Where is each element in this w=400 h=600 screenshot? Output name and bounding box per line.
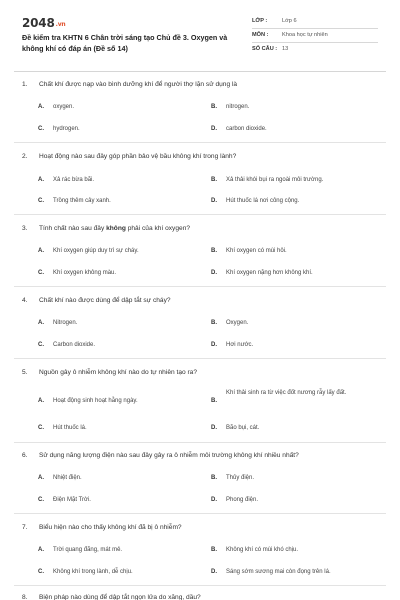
- option-text: Trồng thêm cây xanh.: [53, 198, 111, 204]
- option-letter: B.: [211, 104, 217, 110]
- question-text: Biểu hiện nào cho thấy không khí đã bị ô nhiễm?: [39, 524, 182, 531]
- question-divider: [14, 142, 386, 143]
- page-header: [0, 0, 400, 66]
- option-letter: A.: [38, 398, 44, 404]
- question-emphasis: không: [106, 225, 126, 232]
- site-logo[interactable]: [22, 16, 65, 30]
- option-letter: B.: [211, 398, 217, 404]
- option-text: carbon dioxide.: [226, 126, 267, 132]
- quiz-meta: [252, 15, 378, 57]
- option-text: Xả thải khói bụi ra ngoài môi trường.: [226, 177, 324, 183]
- option-letter: D.: [211, 126, 217, 132]
- option-text: Khí oxygen giúp duy trì sự cháy.: [53, 248, 139, 254]
- question-text: Nguồn gây ô nhiễm không khí nào do tự nhiên tạo ra?: [39, 369, 198, 376]
- question-number: 4.: [22, 297, 28, 304]
- option-letter: A.: [38, 248, 44, 254]
- question-divider: [14, 214, 386, 215]
- logo-suffix: .vn: [55, 21, 66, 28]
- option-letter: C.: [38, 425, 44, 431]
- question-stem: [22, 593, 392, 600]
- option-text: Khí thải sinh ra từ việc đốt nương rẫy lấy đất.: [226, 390, 347, 396]
- option-text: Xả rác bừa bãi.: [53, 177, 95, 183]
- option-text: Không khí có mùi khó chịu.: [226, 547, 299, 553]
- option-text: Khí oxygen không màu.: [53, 270, 117, 276]
- question-text-tail: phải của khí oxygen?: [125, 225, 191, 232]
- question-stem: [22, 296, 392, 305]
- option-text: Trời quang đãng, mát mẻ.: [53, 547, 123, 553]
- option-letter: C.: [38, 342, 44, 348]
- option-letter: D.: [211, 425, 217, 431]
- meta-row-grade: [252, 15, 378, 29]
- question-number: 8.: [22, 594, 28, 600]
- option-text: Sáng sớm sương mai còn đọng trên lá.: [226, 569, 331, 575]
- option-letter: A.: [38, 177, 44, 183]
- question-divider: [14, 585, 386, 586]
- meta-row-subject: [252, 29, 378, 43]
- meta-value: Lớp 6: [282, 18, 297, 24]
- option-letter: C.: [38, 126, 44, 132]
- meta-label: LỚP :: [252, 18, 268, 24]
- option-letter: C.: [38, 198, 44, 204]
- question-stem: [22, 368, 392, 377]
- option-letter: A.: [38, 320, 44, 326]
- option-text: Oxygen.: [226, 320, 249, 326]
- option-text: Bão bụi, cát.: [226, 425, 260, 431]
- option-letter: D.: [211, 270, 217, 276]
- option-text: Phong điện.: [226, 497, 259, 503]
- question-text: Biện pháp nào dùng để dập tắt ngọn lửa do xăng, dầu?: [39, 594, 201, 600]
- option-letter: B.: [211, 547, 217, 553]
- option-letter: C.: [38, 497, 44, 503]
- question-text: Sử dụng năng lượng điện nào sau đây gây ra ô nhiễm môi trường không khí nhiều nhất?: [39, 452, 299, 459]
- meta-value: Khoa học tự nhiên: [282, 32, 328, 38]
- question-number: 5.: [22, 369, 28, 376]
- option-text: Carbon dioxide.: [53, 342, 96, 348]
- option-letter: D.: [211, 342, 217, 348]
- option-text: nitrogen.: [226, 104, 250, 110]
- question-number: 6.: [22, 452, 28, 459]
- option-text: Khí oxygen nặng hơn không khí.: [226, 270, 313, 276]
- option-text: Điện Mặt Trời.: [53, 497, 91, 503]
- question-stem: [22, 80, 392, 89]
- option-text: Khí oxygen có mùi hôi.: [226, 248, 287, 254]
- option-text: Hút thuốc lá nơi công cộng.: [226, 198, 300, 204]
- option-text: Không khí trong lành, dễ chịu.: [53, 569, 133, 575]
- question-text: Tính chất nào sau đây: [39, 225, 107, 232]
- option-text: Thủy điện.: [226, 475, 255, 481]
- question-stem: [22, 152, 392, 161]
- option-letter: D.: [211, 497, 217, 503]
- header-divider: [14, 71, 386, 72]
- logo-text: 2048: [22, 16, 55, 30]
- meta-label: SỐ CÂU :: [252, 46, 278, 52]
- option-text: Hơi nước.: [226, 342, 254, 348]
- question-divider: [14, 442, 386, 443]
- option-letter: B.: [211, 248, 217, 254]
- question-divider: [14, 513, 386, 514]
- meta-row-count: [252, 43, 378, 57]
- question-text: Chất khí nào được dùng để dập tắt sự cháy?: [39, 297, 171, 304]
- option-letter: B.: [211, 320, 217, 326]
- option-text: oxygen.: [53, 104, 75, 110]
- question-stem: [22, 224, 392, 233]
- option-text: Hút thuốc lá.: [53, 425, 87, 431]
- question-number: 2.: [22, 153, 28, 160]
- option-text: Hoạt động sinh hoạt hằng ngày.: [53, 398, 138, 404]
- question-number: 7.: [22, 524, 28, 531]
- option-letter: B.: [211, 475, 217, 481]
- question-number: 3.: [22, 225, 28, 232]
- option-letter: C.: [38, 270, 44, 276]
- meta-value: 13: [282, 46, 289, 52]
- option-text: hydrogen.: [53, 126, 80, 132]
- option-letter: A.: [38, 547, 44, 553]
- option-letter: A.: [38, 104, 44, 110]
- option-letter: A.: [38, 475, 44, 481]
- quiz-title: Đề kiểm tra KHTN 6 Chân trời sáng tạo Chủ đề 3. Oxygen và không khí có đáp án (Đề số 14): [22, 33, 228, 53]
- question-stem: [22, 451, 392, 460]
- option-letter: D.: [211, 569, 217, 575]
- option-letter: D.: [211, 198, 217, 204]
- option-text: Nhiệt điện.: [53, 475, 82, 481]
- option-letter: B.: [211, 177, 217, 183]
- question-divider: [14, 286, 386, 287]
- option-letter: C.: [38, 569, 44, 575]
- option-text: Nitrogen.: [53, 320, 78, 326]
- question-text: Hoạt động nào sau đây góp phần bảo vệ bầu không khí trong lành?: [39, 153, 237, 160]
- question-text: Chất khí được nạp vào bình dưỡng khí để người thợ lặn sử dụng là: [39, 81, 238, 88]
- meta-label: MÔN :: [252, 32, 269, 38]
- question-divider: [14, 358, 386, 359]
- question-number: 1.: [22, 81, 28, 88]
- question-stem: [22, 523, 392, 532]
